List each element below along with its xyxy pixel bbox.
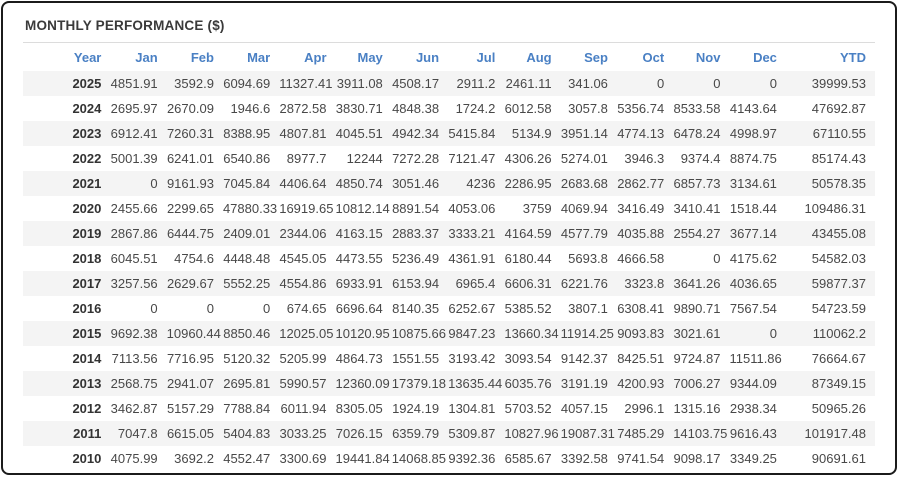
- value-cell: 109486.31: [804, 201, 866, 216]
- value-cell: 3051.46: [392, 176, 440, 191]
- value-cell: 341.06: [568, 76, 608, 91]
- value-cell: 6478.24: [673, 126, 721, 141]
- value-cell: 10812.14: [335, 201, 390, 216]
- value-cell: 4057.15: [560, 401, 608, 416]
- value-cell: 14103.75: [673, 426, 728, 441]
- year-cell: 2022: [72, 151, 102, 166]
- year-cell: 2013: [72, 376, 102, 391]
- value-cell: 6011.94: [280, 401, 327, 416]
- table-row: [23, 196, 875, 221]
- value-cell: 9741.54: [617, 451, 665, 466]
- year-cell: 2014: [72, 351, 102, 366]
- value-cell: 6012.58: [504, 101, 552, 116]
- value-cell: 3333.21: [448, 226, 496, 241]
- value-cell: 76664.67: [811, 351, 866, 366]
- value-cell: 6444.75: [166, 226, 214, 241]
- year-cell: 2010: [72, 451, 102, 466]
- value-cell: 39999.53: [811, 76, 866, 91]
- value-cell: 2568.75: [110, 376, 158, 391]
- value-cell: 4754.6: [174, 251, 214, 266]
- year-cell: 2023: [72, 126, 102, 141]
- column-header-jul: Jul: [476, 50, 496, 65]
- value-cell: 8874.75: [729, 151, 777, 166]
- value-cell: 10960.44: [166, 326, 221, 341]
- value-cell: 2695.81: [223, 376, 271, 391]
- value-cell: 3830.71: [335, 101, 383, 116]
- value-cell: 2461.11: [505, 76, 552, 91]
- value-cell: 0: [713, 76, 721, 91]
- value-cell: 14068.85: [391, 451, 447, 466]
- value-cell: 2911.2: [456, 76, 496, 91]
- value-cell: 3134.61: [729, 176, 777, 191]
- value-cell: 1946.6: [230, 101, 271, 116]
- value-cell: 4545.05: [279, 251, 327, 266]
- value-cell: 3191.19: [560, 376, 608, 391]
- value-cell: 5120.32: [223, 351, 271, 366]
- value-cell: 3057.8: [568, 101, 608, 116]
- column-header-ytd: YTD: [840, 50, 866, 65]
- value-cell: 5205.99: [279, 351, 327, 366]
- value-cell: 4848.38: [392, 101, 440, 116]
- value-cell: 2629.67: [166, 276, 214, 291]
- value-cell: 4577.79: [560, 226, 608, 241]
- year-cell: 2019: [72, 226, 102, 241]
- value-cell: 4864.73: [335, 351, 383, 366]
- value-cell: 4175.62: [729, 251, 777, 266]
- value-cell: 19441.84: [335, 451, 390, 466]
- value-cell: 6094.69: [223, 76, 271, 91]
- value-cell: 4163.15: [335, 226, 383, 241]
- table-body: [23, 71, 875, 471]
- value-cell: 2455.66: [110, 201, 158, 216]
- value-cell: 7272.28: [392, 151, 440, 166]
- value-cell: 3807.1: [568, 301, 608, 316]
- table-row: [23, 446, 875, 471]
- table-row: [23, 346, 875, 371]
- value-cell: 6615.05: [166, 426, 214, 441]
- year-cell: 2011: [73, 426, 102, 441]
- value-cell: 2299.65: [166, 201, 214, 216]
- value-cell: 87349.15: [811, 376, 866, 391]
- value-cell: 9890.71: [673, 301, 721, 316]
- value-cell: 5415.84: [448, 126, 496, 141]
- monthly-performance-table: [23, 43, 875, 471]
- value-cell: 90691.61: [811, 451, 866, 466]
- value-cell: 4942.34: [392, 126, 440, 141]
- value-cell: 8977.7: [286, 151, 327, 166]
- value-cell: 4361.91: [448, 251, 496, 266]
- value-cell: 1304.81: [448, 401, 496, 416]
- value-cell: 3592.9: [174, 76, 214, 91]
- year-cell: 2024: [72, 101, 102, 116]
- value-cell: 5552.25: [223, 276, 271, 291]
- value-cell: 9344.09: [729, 376, 777, 391]
- value-cell: 8533.58: [673, 101, 721, 116]
- value-cell: 6912.41: [110, 126, 158, 141]
- value-cell: 101917.48: [804, 426, 866, 441]
- value-cell: 0: [150, 301, 158, 316]
- column-header-nov: Nov: [695, 50, 721, 65]
- value-cell: 9392.36: [448, 451, 496, 466]
- value-cell: 2554.27: [673, 226, 721, 241]
- value-cell: 11327.41: [279, 76, 333, 91]
- table-row: [23, 96, 875, 121]
- value-cell: 2670.09: [166, 101, 214, 116]
- column-header-feb: Feb: [190, 50, 214, 65]
- value-cell: 85174.43: [811, 151, 866, 166]
- value-cell: 54723.59: [811, 301, 866, 316]
- value-cell: 8305.05: [335, 401, 383, 416]
- value-cell: 4045.51: [335, 126, 383, 141]
- value-cell: 3946.3: [624, 151, 665, 166]
- value-cell: 11511.86: [729, 351, 782, 366]
- value-cell: 9847.23: [448, 326, 496, 341]
- value-cell: 6308.41: [617, 301, 665, 316]
- table-row: [23, 371, 875, 396]
- value-cell: 674.65: [286, 301, 327, 316]
- value-cell: 5693.8: [568, 251, 608, 266]
- column-header-may: May: [357, 50, 383, 65]
- table-row: [23, 71, 875, 96]
- value-cell: 0: [206, 301, 214, 316]
- column-header-jun: Jun: [415, 50, 440, 65]
- value-cell: 43455.08: [811, 226, 866, 241]
- value-cell: 3641.26: [673, 276, 721, 291]
- column-header-mar: Mar: [247, 50, 271, 65]
- table-row: [23, 271, 875, 296]
- value-cell: 2872.58: [279, 101, 327, 116]
- value-cell: 5236.49: [392, 251, 440, 266]
- value-cell: 7006.27: [673, 376, 721, 391]
- value-cell: 4075.99: [110, 451, 158, 466]
- value-cell: 3349.25: [729, 451, 777, 466]
- value-cell: 4306.26: [504, 151, 552, 166]
- value-cell: 4998.97: [729, 126, 777, 141]
- column-header-jan: Jan: [135, 50, 158, 65]
- value-cell: 9374.4: [680, 151, 721, 166]
- value-cell: 8140.35: [392, 301, 440, 316]
- value-cell: 9098.17: [673, 451, 721, 466]
- value-cell: 47880.33: [222, 201, 278, 216]
- value-cell: 5385.52: [504, 301, 552, 316]
- value-cell: 5274.01: [560, 151, 608, 166]
- value-cell: 8850.46: [223, 326, 271, 341]
- value-cell: 6252.67: [448, 301, 496, 316]
- value-cell: 50578.35: [811, 176, 866, 191]
- value-cell: 2344.06: [279, 226, 327, 241]
- value-cell: 5404.83: [223, 426, 271, 441]
- value-cell: 4851.91: [110, 76, 158, 91]
- value-cell: 0: [656, 76, 665, 91]
- value-cell: 6045.51: [110, 251, 158, 266]
- value-cell: 7026.15: [335, 426, 383, 441]
- value-cell: 3300.69: [279, 451, 327, 466]
- column-header-sep: Sep: [584, 50, 608, 65]
- value-cell: 10875.66: [391, 326, 447, 341]
- value-cell: 5157.29: [166, 401, 214, 416]
- value-cell: 3416.49: [617, 201, 665, 216]
- value-cell: 54582.03: [811, 251, 866, 266]
- value-cell: 7113.56: [111, 351, 158, 366]
- value-cell: 50965.26: [811, 401, 866, 416]
- value-cell: 9616.43: [729, 426, 777, 441]
- table-row: [23, 421, 875, 446]
- value-cell: 0: [150, 176, 158, 191]
- header-row: [23, 43, 875, 71]
- value-cell: 3677.14: [729, 226, 777, 241]
- value-cell: 2286.95: [504, 176, 552, 191]
- value-cell: 0: [713, 251, 721, 266]
- value-cell: 4508.17: [392, 76, 440, 91]
- value-cell: 4035.88: [617, 226, 665, 241]
- value-cell: 6540.86: [223, 151, 271, 166]
- value-cell: 7716.95: [166, 351, 214, 366]
- value-cell: 3951.14: [560, 126, 608, 141]
- value-cell: 1924.19: [392, 401, 440, 416]
- value-cell: 6965.4: [455, 276, 496, 291]
- column-header-aug: Aug: [526, 50, 552, 65]
- value-cell: 2862.77: [617, 176, 665, 191]
- value-cell: 6221.76: [560, 276, 608, 291]
- value-cell: 4850.74: [335, 176, 383, 191]
- value-cell: 6696.64: [335, 301, 383, 316]
- value-cell: 2867.86: [110, 226, 158, 241]
- value-cell: 9724.87: [673, 351, 721, 366]
- value-cell: 8425.51: [617, 351, 665, 366]
- value-cell: 4143.64: [729, 101, 777, 116]
- year-cell: 2025: [72, 76, 102, 91]
- value-cell: 4473.55: [335, 251, 383, 266]
- value-cell: 4164.59: [504, 226, 552, 241]
- value-cell: 1724.2: [455, 101, 496, 116]
- value-cell: 4554.86: [279, 276, 327, 291]
- value-cell: 1315.16: [673, 401, 721, 416]
- table-row: [23, 396, 875, 421]
- value-cell: 6585.67: [504, 451, 552, 466]
- value-cell: 1518.44: [729, 201, 777, 216]
- value-cell: 8388.95: [223, 126, 271, 141]
- value-cell: 4200.93: [617, 376, 665, 391]
- value-cell: 4552.47: [223, 451, 271, 466]
- value-cell: 4774.13: [617, 126, 665, 141]
- column-header-apr: Apr: [304, 50, 327, 65]
- value-cell: 6035.76: [504, 376, 552, 391]
- value-cell: 7121.47: [448, 151, 496, 166]
- value-cell: 10827.96: [504, 426, 559, 441]
- column-header-year: Year: [73, 50, 102, 65]
- value-cell: 2996.1: [624, 401, 665, 416]
- value-cell: 6359.79: [392, 426, 440, 441]
- value-cell: 4036.65: [729, 276, 777, 291]
- value-cell: 7047.8: [117, 426, 158, 441]
- value-cell: 0: [769, 326, 777, 341]
- value-cell: 6241.01: [166, 151, 214, 166]
- year-cell: 2020: [72, 201, 102, 216]
- value-cell: 2938.34: [729, 401, 777, 416]
- value-cell: 7567.54: [729, 301, 777, 316]
- value-cell: 16919.65: [279, 201, 334, 216]
- value-cell: 3462.87: [110, 401, 158, 416]
- value-cell: 8891.54: [392, 201, 440, 216]
- value-cell: 19087.31: [560, 426, 615, 441]
- value-cell: 4448.48: [223, 251, 271, 266]
- value-cell: 3257.56: [110, 276, 158, 291]
- value-cell: 6153.94: [392, 276, 440, 291]
- value-cell: 59877.37: [811, 276, 866, 291]
- value-cell: 7788.84: [223, 401, 271, 416]
- table-row: [23, 221, 875, 246]
- value-cell: 6933.91: [335, 276, 383, 291]
- value-cell: 2941.07: [166, 376, 214, 391]
- value-cell: 3021.61: [673, 326, 721, 341]
- table-row: [23, 246, 875, 271]
- value-cell: 1551.55: [392, 351, 440, 366]
- widget-frame: [1, 1, 897, 475]
- table-row: [23, 146, 875, 171]
- value-cell: 10120.95: [335, 326, 390, 341]
- value-cell: 3911.08: [336, 76, 383, 91]
- value-cell: 4666.58: [617, 251, 665, 266]
- page-title: MONTHLY PERFORMANCE ($): [25, 18, 225, 33]
- value-cell: 5134.9: [511, 126, 552, 141]
- value-cell: 3392.58: [560, 451, 608, 466]
- value-cell: 7260.31: [166, 126, 214, 141]
- column-header-dec: Dec: [753, 50, 777, 65]
- value-cell: 3033.25: [279, 426, 327, 441]
- value-cell: 3093.54: [504, 351, 552, 366]
- value-cell: 5703.52: [504, 401, 552, 416]
- column-header-oct: Oct: [642, 50, 665, 65]
- value-cell: 4236: [466, 176, 496, 191]
- value-cell: 2883.37: [392, 226, 440, 241]
- value-cell: 3410.41: [673, 201, 721, 216]
- value-cell: 6180.44: [504, 251, 552, 266]
- value-cell: 2409.01: [223, 226, 271, 241]
- value-cell: 9161.93: [166, 176, 214, 191]
- table-row: [23, 171, 875, 196]
- value-cell: 17379.18: [391, 376, 447, 391]
- year-cell: 2017: [72, 276, 102, 291]
- value-cell: 0: [262, 301, 271, 316]
- value-cell: 13635.44: [448, 376, 503, 391]
- table-header: [23, 43, 875, 71]
- value-cell: 12025.05: [279, 326, 334, 341]
- table-row: [23, 321, 875, 346]
- table-row: [23, 121, 875, 146]
- year-cell: 2012: [72, 401, 102, 416]
- value-cell: 9142.37: [560, 351, 608, 366]
- value-cell: 3759: [522, 201, 552, 216]
- value-cell: 110062.2: [812, 326, 866, 341]
- year-cell: 2016: [72, 301, 102, 316]
- value-cell: 6857.73: [673, 176, 721, 191]
- year-cell: 2018: [72, 251, 102, 266]
- value-cell: 7485.29: [617, 426, 665, 441]
- value-cell: 12244: [346, 151, 383, 166]
- value-cell: 47692.87: [811, 101, 866, 116]
- value-cell: 9093.83: [617, 326, 665, 341]
- value-cell: 6606.31: [504, 276, 552, 291]
- value-cell: 2683.68: [560, 176, 608, 191]
- value-cell: 12360.09: [335, 376, 390, 391]
- value-cell: 3193.42: [448, 351, 496, 366]
- table-row: [23, 296, 875, 321]
- value-cell: 5990.57: [279, 376, 327, 391]
- value-cell: 3323.8: [624, 276, 665, 291]
- value-cell: 11914.25: [560, 326, 614, 341]
- value-cell: 0: [769, 76, 777, 91]
- year-cell: 2021: [72, 176, 102, 191]
- value-cell: 3692.2: [174, 451, 214, 466]
- value-cell: 7045.84: [223, 176, 271, 191]
- value-cell: 4807.81: [279, 126, 327, 141]
- value-cell: 9692.38: [110, 326, 158, 341]
- value-cell: 13660.34: [504, 326, 559, 341]
- value-cell: 5001.39: [110, 151, 158, 166]
- value-cell: 4069.94: [560, 201, 608, 216]
- value-cell: 5309.87: [448, 426, 496, 441]
- value-cell: 4406.64: [279, 176, 327, 191]
- value-cell: 4053.06: [448, 201, 496, 216]
- value-cell: 2695.97: [110, 101, 158, 116]
- value-cell: 5356.74: [617, 101, 665, 116]
- year-cell: 2015: [72, 326, 102, 341]
- value-cell: 67110.55: [812, 126, 866, 141]
